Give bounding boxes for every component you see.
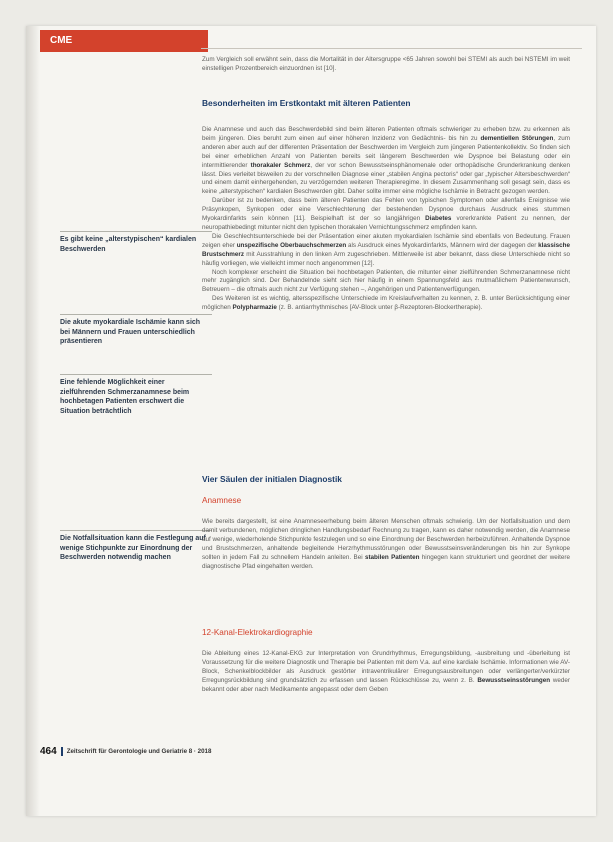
text-run: hingegen kann strukturiert und geordnet der weitere diagnostische Pfad eingehalten werden.: [202, 553, 570, 570]
paragraph: [202, 126, 570, 197]
journal-page: [26, 26, 596, 816]
intro-paragraph: [202, 56, 570, 74]
body-text-block: [202, 518, 570, 571]
paragraph: [202, 295, 570, 313]
text-run: Darüber ist zu bedenken, dass beim älteren Patienten das Fehlen von typischen Symptomen oder allenfalls Ereignisse wie Präsynkopen, Synkopen oder eine Verschlechterung der bestehenden Dyspnoe durchaus Ausdruck eines stummen Myokardinfarkts sein können [11]. Beispielhaft ist der so langjährigen: [202, 197, 570, 223]
text-run: Die Geschlechtsunterschiede bei der Präsentation einer akuten myokardialen Ischämie sind ebenfalls von Bedeutung. Frauen zeigen eher: [202, 232, 570, 249]
journal-citation: Zeitschrift für Gerontologie und Geriatrie 8 · 2018: [66, 747, 212, 755]
footer-divider: [61, 747, 63, 756]
highlight-term: unspezifische Oberbauchschmerzen: [236, 241, 347, 249]
highlight-term: Bewusstseinsstörungen: [477, 676, 551, 684]
highlight-term: thorakaler Schmerz: [250, 161, 311, 169]
body-text-block: [202, 650, 570, 695]
highlight-term: dementiellen Störungen: [480, 134, 554, 142]
page-number: 464: [40, 745, 57, 757]
text-run: , der vor schon Bewusstseinsphänomenale oder orthopädische Grunderkrankung denken lässt. Dies verleitet bisweilen zu der vorschnellen Diagnose einer „stabilen Angina pectoris“ oder gar „typischer Altersbeschwerden“ und einem damit einhergehenden, zu verzögernden weiteren Therapieregime. In diesem Zusammenhang soll gesagt sein, dass es keine „alterstypischen“ kardialen Beschwerden gibt. Daher sollte immer eine mögliche Ischämie in Betracht gezogen werden.: [202, 161, 570, 196]
paragraph: [202, 650, 570, 695]
highlight-term: Polypharmazie: [232, 304, 277, 312]
paragraph: [202, 197, 570, 233]
paragraph: [202, 233, 570, 269]
highlight-term: klassische Brustschmerz: [202, 241, 570, 258]
text-run: als Ausdruck eines Myokardinfarkts, Männern wird der dagegen der: [346, 241, 539, 249]
section-heading: Besonderheiten im Erstkontakt mit älteren Patienten: [202, 98, 411, 108]
body-text-block: [202, 126, 570, 313]
page-spine-shadow: [26, 26, 40, 816]
sidebar-note: Die akute myokardiale Ischämie kann sich bei Männern und Frauen unterschiedlich präsentieren: [60, 314, 212, 347]
sidebar-note: Es gibt keine „alterstypischen“ kardialen Beschwerden: [60, 231, 212, 254]
highlight-term: stabilen Patienten: [364, 553, 420, 561]
paragraph: Noch komplexer erscheint die Situation bei hochbetagen Patienten, die mitunter einer zielführenden Schmerzanamnese nicht mehr zugänglich sind. Der Behandelnde sieht sich hier häufig in einem Spannungsfeld aus mutmaßlichem Patientenwunsch, Betreuern – die oftmals auch nicht zur Verfügung stehen –, Angehörigen und Patientenverfügungen.: [202, 268, 570, 294]
header-rule: [201, 48, 582, 49]
sidebar-note: Eine fehlende Möglichkeit einer zielführenden Schmerzanamnese beim hochbetagen Patienten erschwert die Situation beträchtlich: [60, 374, 212, 416]
sidebar-note: Die Notfallsituation kann die Festlegung auf wenige Stichpunkte zur Einordnung der Beschwerden notwendig machen: [60, 530, 212, 563]
text-run: Des Weiteren ist es wichtig, altersspezifische Unterschiede im Kreislaufverhalten zu kennen, z. B. unter Berücksichtigung einer möglichen: [202, 295, 570, 312]
page-footer: [40, 744, 440, 758]
paragraph: [202, 518, 570, 571]
text-run: weder bekannt oder aber nach Medikamente angepasst oder dem Geben: [202, 676, 571, 693]
text-run: mit Ausstrahlung in den linken Arm zugeschrieben. Mittlerweile ist aber bekannt, dass diese Unterschiede nicht so häufig vorliegen, wie vielleicht immer noch angenommen [12].: [202, 250, 570, 267]
text-run: Die Ableitung eines 12-Kanal-EKG zur Interpretation von Grundrhythmus, Erregungsbildung, -ausbreitung und -überleitung ist Voraussetzung für die weitere Diagnostik und Therapie bei Patienten mit dem V.a. auf eine kardiale Ischämie. Informationen wie AV-Block, Schenkelblockbilder als Ausdruck gestörter intraventrikulärer Erregungsausbreitungen oder verlängerter/verkürzter Erregungsrückbildung sind grundsätzlich zu erfassen und lassen Rückschlüsse zu, wenn z. B.: [202, 650, 570, 684]
text-run: Wie bereits dargestellt, ist eine Anamneseerhebung beim älteren Menschen oftmals schwierig. Um der Notfallsituation und dem damit verbundenen, möglichen dringlichen Handlungsbedarf Rechnung zu tragen, kann es daher notwendig werden, die Anamnese auf wenige, wiederholende Stichpunkte festzulegen und so eine Einordnung der Beschwerden herbeizuführen. Anhaltende Dyspnoe und Brustschmerzen, anhaltende begleitende Herzrhythmusstörungen oder Bewusstseinsveränderungen bis hin zur Synkope sollten in jedem Fall zu schnellem Handeln anleiten. Bei: [202, 518, 570, 561]
section-badge: CME: [40, 30, 208, 52]
subsection-heading: Anamnese: [202, 496, 242, 505]
text-run: vorerkrankte Patient zu nennen, der neuropathiebedingt mitunter nicht den typischen thorakalen Vernichtungsschmerz empfinden kann.: [202, 215, 570, 231]
paragraph-text: Zum Vergleich soll erwähnt sein, dass die Mortalität in der Altersgruppe <65 Jahren sowohl bei STEMI als auch bei NSTEMI im weit einstelligen Prozentbereich einzuordnen ist [10].: [202, 56, 570, 72]
text-run: , zum anderen aber auch auf der differenten Präsentation der Beschwerden im Vergleich zum jüngeren Patientenkollektiv. So finden sich bei einer erheblichen Anzahl von Patienten bereits seit längerem Beschwerden wie Dyspnoe bei Belastung oder ein intermittierender: [202, 134, 570, 169]
subsection-heading: 12-Kanal-Elektrokardiographie: [202, 628, 313, 637]
section-heading: Vier Säulen der initialen Diagnostik: [202, 474, 342, 484]
highlight-term: Diabetes: [425, 215, 452, 223]
text-run: (z. B. antiarrhythmisches [AV-Block unter β-Rezeptoren-Blockertherapie).: [276, 304, 483, 312]
text-run: Die Anamnese und auch das Beschwerdebild sind beim älteren Patienten oftmals schwieriger zu erheben bzw. zu erkennen als beim jüngeren. Dies beruht zum einen auf einer höheren Inzidenz von Gedächtnis- bis hin zu: [202, 126, 570, 142]
